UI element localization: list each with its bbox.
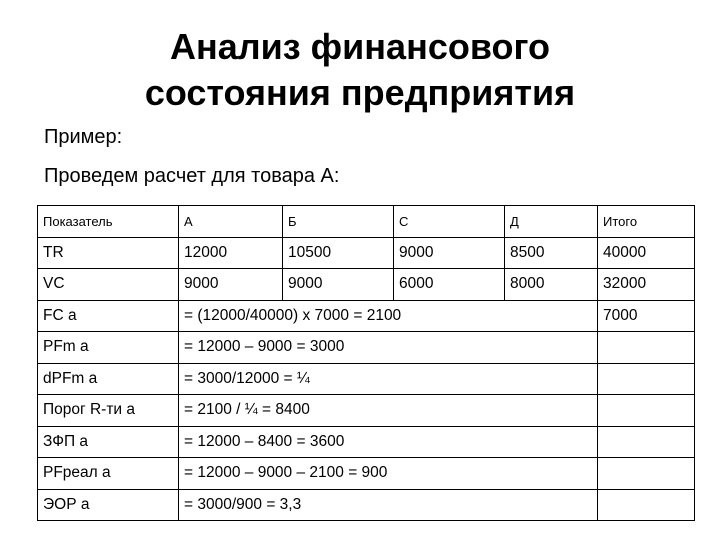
title-line-1: Анализ финансового — [170, 26, 550, 67]
formula-cell: = 12000 – 9000 = 3000 — [179, 332, 598, 364]
formula-cell: = 3000/12000 = ¼ — [179, 363, 598, 395]
example-label: Пример: — [44, 126, 123, 148]
total-cell — [598, 458, 695, 490]
header-cell: Б — [283, 206, 394, 238]
table-row — [38, 363, 695, 395]
total-cell — [598, 395, 695, 427]
table-row — [38, 426, 695, 458]
table-cell: 9000 — [394, 237, 505, 269]
header-cell: Д — [505, 206, 598, 238]
table-header-row — [38, 206, 695, 238]
table-cell: 32000 — [598, 269, 695, 301]
table-row — [38, 269, 695, 301]
total-cell — [598, 363, 695, 395]
row-label: TR — [38, 237, 179, 269]
total-cell — [598, 426, 695, 458]
header-cell: Итого — [598, 206, 695, 238]
formula-cell: = 3000/900 = 3,3 — [179, 489, 598, 521]
table-cell: 8000 — [505, 269, 598, 301]
table-cell: 9000 — [179, 269, 283, 301]
row-label: Порог R-ти а — [38, 395, 179, 427]
formula-cell: = 2100 / ¼ = 8400 — [179, 395, 598, 427]
slide-title — [0, 24, 720, 116]
row-label: ЭОР а — [38, 489, 179, 521]
table-cell: 6000 — [394, 269, 505, 301]
table-cell: 9000 — [283, 269, 394, 301]
table-row — [38, 300, 695, 332]
table-row — [38, 458, 695, 490]
table-row — [38, 489, 695, 521]
table-row — [38, 237, 695, 269]
title-line-2: состояния предприятия — [144, 72, 576, 113]
table-cell: 40000 — [598, 237, 695, 269]
total-cell — [598, 489, 695, 521]
table-cell: 8500 — [505, 237, 598, 269]
row-label: PFm a — [38, 332, 179, 364]
header-cell: Показатель — [38, 206, 179, 238]
formula-cell: = (12000/40000) х 7000 = 2100 — [179, 300, 598, 332]
total-cell — [598, 332, 695, 364]
table-cell: 12000 — [179, 237, 283, 269]
task-text: Проведем расчет для товара А: — [44, 165, 340, 187]
formula-cell: = 12000 – 8400 = 3600 — [179, 426, 598, 458]
table-cell: 10500 — [283, 237, 394, 269]
row-label: VC — [38, 269, 179, 301]
row-label: FC a — [38, 300, 179, 332]
table-row — [38, 395, 695, 427]
formula-cell: = 12000 – 9000 – 2100 = 900 — [179, 458, 598, 490]
row-label: dPFm a — [38, 363, 179, 395]
row-label: ЗФП а — [38, 426, 179, 458]
analysis-table — [37, 205, 695, 521]
header-cell: А — [179, 206, 283, 238]
table-row — [38, 332, 695, 364]
row-label: PFреал а — [38, 458, 179, 490]
header-cell: С — [394, 206, 505, 238]
total-cell: 7000 — [598, 300, 695, 332]
